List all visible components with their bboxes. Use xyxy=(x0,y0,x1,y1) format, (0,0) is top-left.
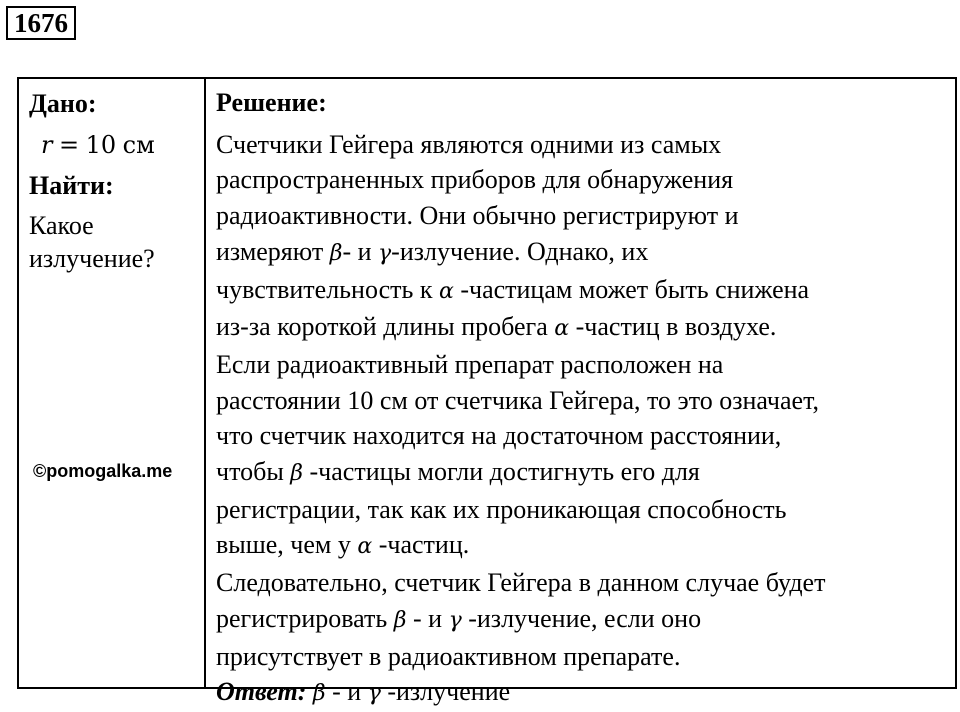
gamma-symbol: γ xyxy=(448,607,462,633)
solution-line: распространенных приборов для обнаружения xyxy=(216,165,734,195)
beta-symbol: β xyxy=(312,681,326,707)
text-run: выше, чем у xyxy=(216,530,358,560)
find-line-2: излучение? xyxy=(29,244,155,273)
text-run: -частицам может быть снижена xyxy=(453,274,810,304)
solution-line xyxy=(216,234,947,272)
solution-line: регистрации, так как их проникающая способность xyxy=(216,494,787,524)
solution-line xyxy=(216,527,947,565)
solution-line: Следовательно, счетчик Гейгера в данном случае будет xyxy=(216,568,826,598)
solution-line: Если радиоактивный препарат расположен на xyxy=(216,349,724,379)
text-run: - и xyxy=(325,677,368,707)
radius-variable: r xyxy=(41,131,53,159)
alpha-symbol: α xyxy=(438,278,454,304)
text-run: - и xyxy=(406,603,449,633)
problem-number: 1676 xyxy=(6,6,76,40)
solution-table xyxy=(17,77,957,707)
given-radius xyxy=(41,123,201,167)
find-text xyxy=(29,209,201,275)
solution-column xyxy=(216,85,947,712)
text-run: -излучение. Однако, их xyxy=(391,236,649,266)
radius-unit: см xyxy=(122,131,155,159)
column-divider xyxy=(204,79,206,687)
beta-symbol: β xyxy=(393,607,407,633)
solution-heading: Решение: xyxy=(216,88,327,117)
text-run: чувствительность к xyxy=(216,274,439,304)
solution-line: радиоактивности. Они обычно регистрируют и xyxy=(216,201,739,231)
solution-line xyxy=(216,454,947,492)
text-run: -частиц в воздухе. xyxy=(569,312,777,342)
gamma-symbol: γ xyxy=(378,240,392,266)
answer-line xyxy=(216,674,947,712)
solution-line xyxy=(216,272,947,310)
beta-symbol: β xyxy=(290,461,304,487)
solution-line: расстоянии 10 см от счетчика Гейгера, то это означает, xyxy=(216,385,819,415)
solution-line xyxy=(216,309,947,347)
gamma-symbol: γ xyxy=(367,681,381,707)
text-run: -излучение, если оно xyxy=(461,603,702,633)
given-column xyxy=(29,85,201,275)
find-heading: Найти: xyxy=(29,171,114,200)
solution-line: присутствует в радиоактивном препарате. xyxy=(216,641,681,671)
text-run: регистрировать xyxy=(216,603,394,633)
solution-line: Счетчики Гейгера являются одними из самых xyxy=(216,129,722,159)
beta-symbol: β xyxy=(329,240,343,266)
watermark: ©pomogalka.me xyxy=(33,461,173,481)
text-run: чтобы xyxy=(216,457,291,487)
equals-sign: = xyxy=(58,131,80,159)
solution-line xyxy=(216,601,947,639)
radius-value: 10 xyxy=(85,131,117,159)
answer-label: Ответ: xyxy=(216,677,307,707)
text-run: -излучение xyxy=(380,677,511,707)
solution-line: что счетчик находится на достаточном расстоянии, xyxy=(216,421,782,451)
text-run: из-за короткой длины пробега xyxy=(216,312,555,342)
text-run: -частицы могли достигнуть его для xyxy=(303,457,700,487)
text-run: -частиц. xyxy=(372,530,470,560)
text-run: - и xyxy=(342,236,379,266)
find-line-1: Какое xyxy=(29,211,94,240)
alpha-symbol: α xyxy=(554,316,570,342)
given-heading: Дано: xyxy=(29,89,97,118)
alpha-symbol: α xyxy=(357,534,373,560)
text-run: измеряют xyxy=(216,236,330,266)
